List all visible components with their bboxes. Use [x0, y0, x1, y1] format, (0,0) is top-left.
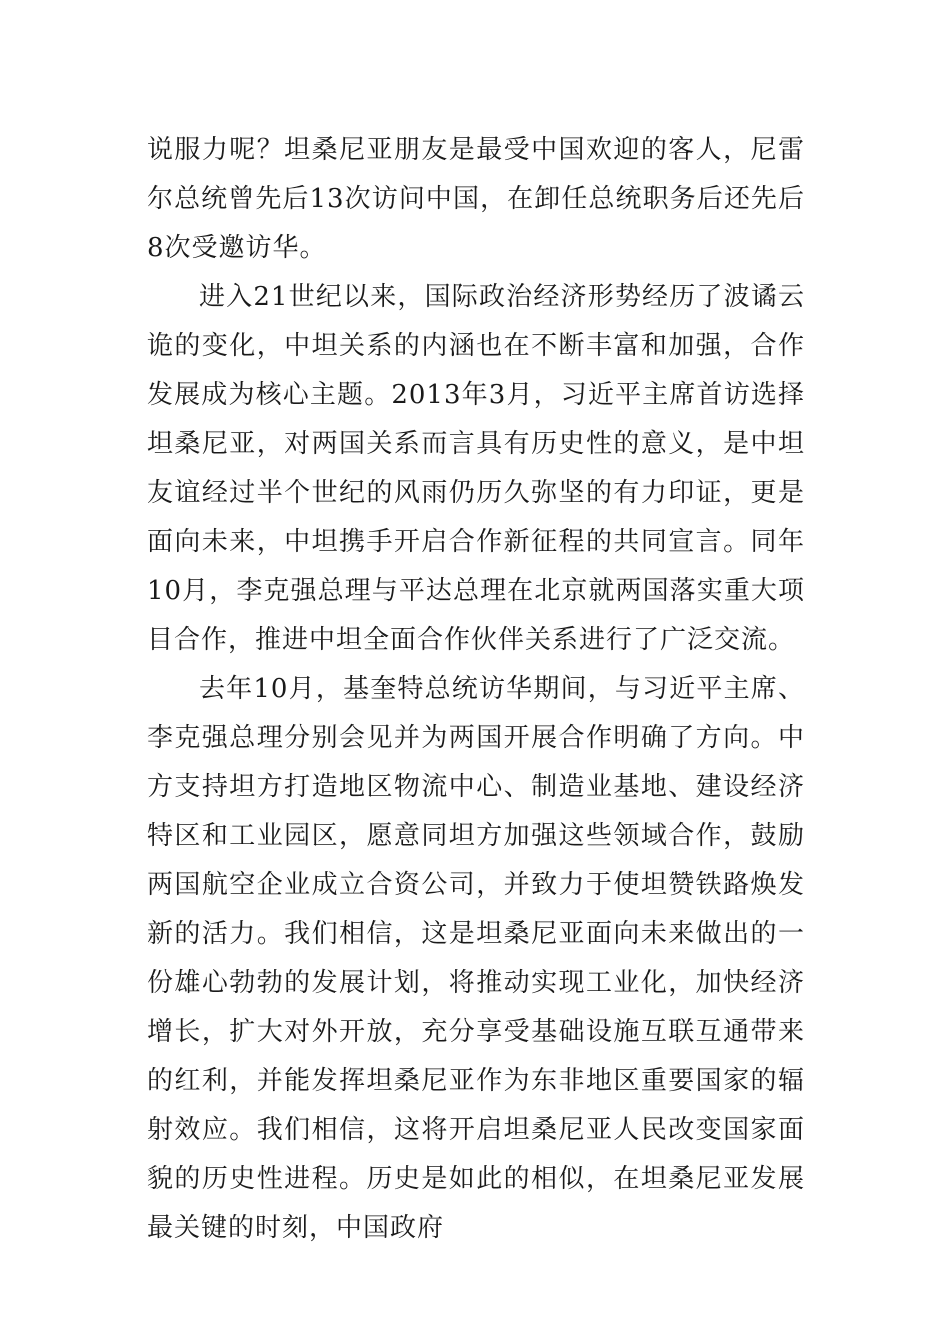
paragraph-2: 进入21世纪以来，国际政治经济形势经历了波谲云诡的变化，中坦关系的内涵也在不断丰富和加强，合作发展成为核心主题。2013年3月，习近平主席首访选择坦桑尼亚，对两国关系而言具有历史性的意义，是中坦友谊经过半个世纪的风雨仍历久弥坚的有力印证，更是面向未来，中坦携手开启合作新征程的共同宣言。同年10月，李克强总理与平达总理在北京就两国落实重大项目合作，推进中坦全面合作伙伴关系进行了广泛交流。	[147, 282, 805, 655]
paragraph-3: 去年10月，基奎特总统访华期间，与习近平主席、李克强总理分别会见并为两国开展合作明确了方向。中方支持坦方打造地区物流中心、制造业基地、建设经济特区和工业园区，愿意同坦方加强这些领域合作，鼓励两国航空企业成立合资公司，并致力于使坦赞铁路焕发新的活力。我们相信，这是坦桑尼亚面向未来做出的一份雄心勃勃的发展计划，将推动实现工业化，加快经济增长，扩大对外开放，充分享受基础设施互联互通带来的红利，并能发挥坦桑尼亚作为东非地区重要国家的辐射效应。我们相信，这将开启坦桑尼亚人民改变国家面貌的历史性进程。历史是如此的相似，在坦桑尼亚发展最关键的时刻，中国政府	[147, 674, 805, 1243]
document-body	[147, 126, 805, 1253]
paragraph-1: 说服力呢？坦桑尼亚朋友是最受中国欢迎的客人，尼雷尔总统曾先后13次访问中国，在卸任总统职务后还先后8次受邀访华。	[147, 135, 805, 263]
